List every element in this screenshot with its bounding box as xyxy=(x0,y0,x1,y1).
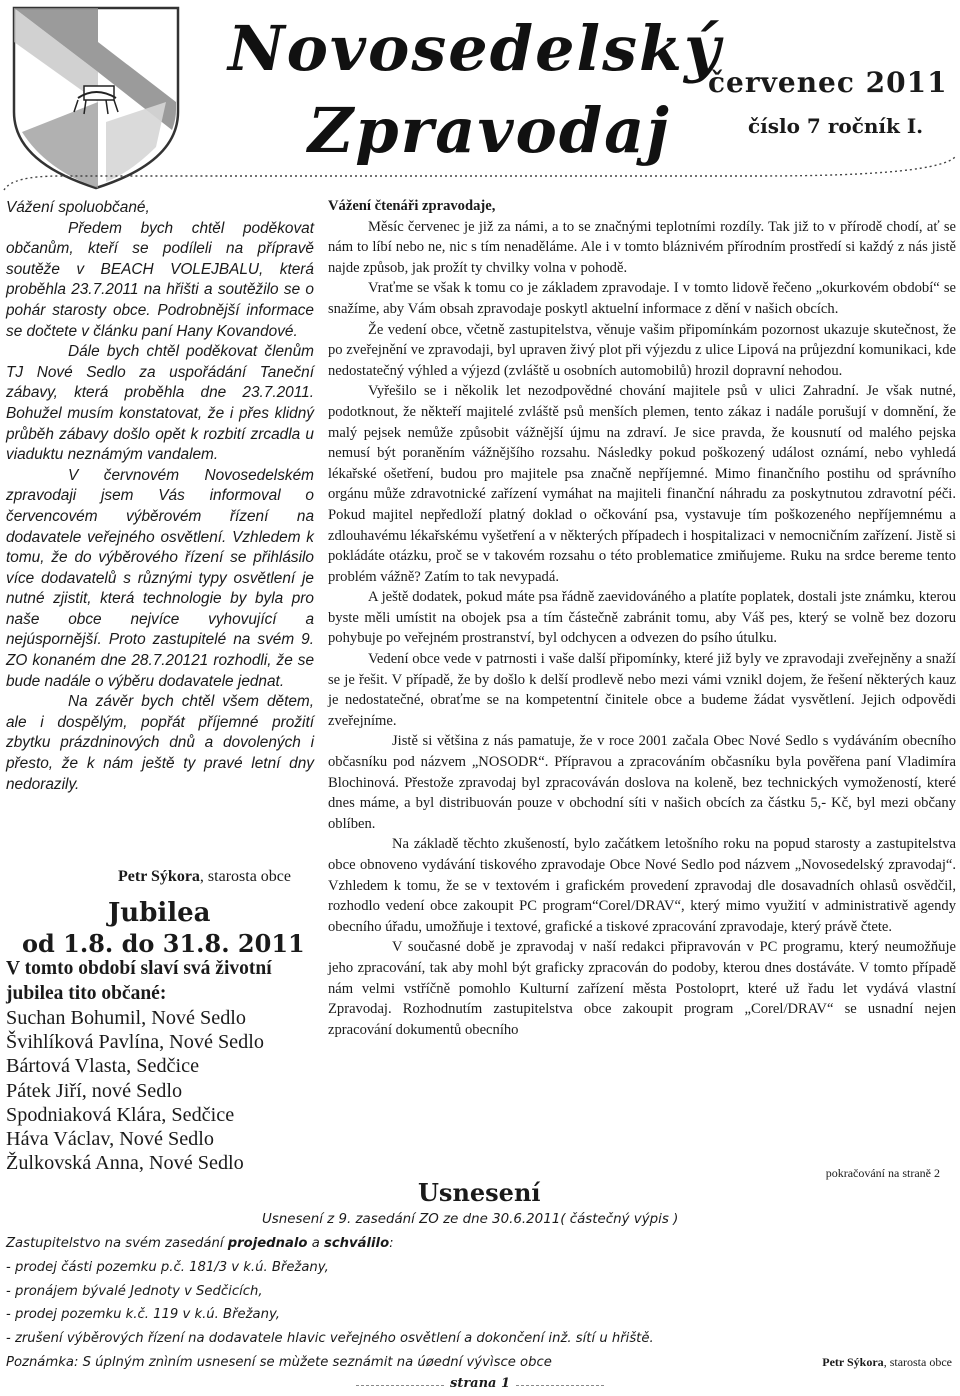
editorial-paragraph: Měsíc červenec je již za námi, a to se značnými teplotními rozdíly. Tak již to v přírodě chodí, ať se nám to líbí nebo ne, nic s tím nenaděláme. Ale i v tomto bláznivém přírodním prostředí si každý z nás jistě najde způsob, jak prožít ty chvilky volna v pohodě. xyxy=(328,218,956,276)
signature-role: , starosta obce xyxy=(199,868,291,885)
mayor-greeting: Vážení spoluobčané, xyxy=(6,199,150,216)
continued-note: pokračování na straně 2 xyxy=(825,1166,940,1180)
editorial-paragraph: Vraťme se však k tomu co je základem zpravodaje. I v tomto lidově řečeno „okurkovém období“ se snažíme, aby Vám obsah zpravodaje poskytl aktuelní informace z dění v našich obcích. xyxy=(328,280,956,317)
editorial-paragraph: V současné době je zpravodaj v naší redakci připravován v PC programu, který neumožňuje jeho zpracování, tak aby mohl být graficky zpracován do podoby, kterou dnes dostáváte. V tomto případě nám velmi vstříčně pomohlo Kulturní zařízení města Postoloprt, které už řadu let vydává vlastní Zpravodaj. Rozhodnutím zastupitelstva obce zakoupit program „Corel/DRAV“ se usnadní nejen zpracování dokumentů obecního xyxy=(328,939,956,1038)
mayor-signature xyxy=(118,868,291,886)
list-item: Bártová Vlasta, Sedčice xyxy=(6,1055,200,1078)
masthead-title-line1: Novosedelský xyxy=(228,12,722,85)
mayor-letter xyxy=(6,198,314,795)
signature-name: Petr Sýkora xyxy=(822,1355,884,1369)
intro-emphasis: projednalo xyxy=(227,1236,308,1251)
mayor-paragraph: V červnovém Novosedelském zpravodaji jsem Vás informoval o červencovém výběrovém řízení na dodavatele veřejného osvětlení. Vzhledem k tomu, že do výběrového řízení se přihlásilo více dodavatelů s různými typy osvětlení je nutné zjistit, která technologie by byla pro naše obce nejvíce vyhovující a nejúspornější. Proto zastupitelé na svém 9. ZO konaném dne 28.7.20121 rozhodli, že se bude nadále o výběru dodavatele jednat. xyxy=(6,466,314,690)
mayor-paragraph: Předem bych chtěl poděkovat občanům, kteří se podíleli na přípravě soutěže v BEACH VOLEJBALU, která proběhla 23.7.2011 na hřišti a soutěžilo se o pohár starosty obce. Podrobnější informace se dočtete v článku paní Hany Kovandové. xyxy=(6,219,314,340)
issue-month: červenec 2011 xyxy=(708,66,948,99)
list-item: Suchan Bohumil, Nové Sedlo xyxy=(6,1007,246,1029)
intro-text: a xyxy=(307,1236,324,1251)
usneseni-signature xyxy=(822,1355,952,1370)
usneseni-body xyxy=(6,1232,886,1375)
editorial-paragraph: Na základě těchto zkušeností, bylo začátkem letošního roku na popud starosty a zastupitelstva obce obnoveno vydávání tiskového zpravodaje Obce Nové Sedlo pod názvem „Novosedelský zpravodaj“. Vzhledem k tomu, že se v textovém i grafickém provedení zpravodaj dle dosavadních ohlasů osvědčil, rozhodlo vedení obce zakoupit PC program“Corel/DRAV“, který mimo využití v administrativě agendy obecního úřadu, umožňuje i textové, grafické a tiskové zpracování zpravodaje, který právě čtete. xyxy=(328,836,956,935)
mayor-paragraph: Na závěr bych chtěl všem dětem, ale i dospělým, popřát příjemné prožití zbytku prázdninových dnů a dovolených i přesto, že k nám ještě ty pravé letní dny nedorazily. xyxy=(6,693,314,793)
list-item: Spodniaková Klára, Sedčice xyxy=(6,1103,235,1126)
mayor-paragraph: Dále bych chtěl poděkovat členům TJ Nové Sedlo za uspořádání Taneční zábavy, která proběhla dne 23.7.2011. Bohužel musím konstatovat, že i přes klidný průběh zábavy došlo opět k rozbití zrcadla u viaduktu neznámým vandalem. xyxy=(6,343,314,464)
signature-role: , starosta obce xyxy=(883,1355,952,1369)
list-item: Švihlíková Pavlína, Nové Sedlo xyxy=(6,1031,264,1054)
page-number: strana 1 xyxy=(446,1376,514,1391)
usneseni-intro xyxy=(6,1232,886,1256)
editorial-paragraph: Že vedení obce, včetně zastupitelstva, věnuje vašim připomínkám pozornost ukazuje skutečnost, že po zveřejnění ve zpravodaji, byl upraven živý plot při výjezdu z ulice Lipová na průjezdní komunikaci, kde nedostatečný výhled a výjezd (zvláště u osobních automobilů) hrozil dopravní nehodou. xyxy=(328,321,956,379)
editorial-greeting: Vážení čtenáři zpravodaje, xyxy=(328,198,496,214)
list-item: - zrušení výběrových řízení na dodavatele hlavic veřejného osvětlení a dokončení inž. sítí u hřiště. xyxy=(6,1331,654,1347)
signature-name: Petr Sýkora xyxy=(118,868,200,885)
editorial-paragraph: Vyřešilo se i několik let nezodpovědné chování majitele psů v ulici Zahradní. Je však nutné, podotknout, že někteří majitelé zvláště psů menších plemen, tento zákaz i nadále porušují v domnění, že malý pejsek nemůže způsobit vážnější újmu na zdraví. Je sice pravda, že kousnutí od malého pejska nemusí být poraněním vážnějšího rozsahu. Následky pokud poškozený událost oznámí, nebo vyhledá lékařské ošetření, budou pro majitele psa značně nepříjemné. Mimo finančního postihu od správního orgánu může zdravotnické zařízení vymáhat na majiteli finanční náhradu za poskytnutou zdravotní péči. Pokud majitel nepředloží platný doklad o očkování psa, vystavuje tím poškozeného nepříjemnému a zdlouhavému lékařskému vyšetření a v některých případech i hospitalizaci v nemocničním zařízení. Jistě si pokládáte otázku, proč se v takovém rozsahu o této problematice zmiňujeme. Ruku na srdce bereme tento problém vážně? Zatím to tak nevypadá. xyxy=(328,383,956,585)
editorial-article xyxy=(328,196,956,1040)
jubilea-heading: Jubilea xyxy=(108,898,211,928)
editorial-paragraph: A ještě dodatek, pokud máte psa řádně zaevidováného a platíte poplatek, dostali jste známku, kterou byste měli umístit na obojek psa a tím částečně zabránit tomu, aby Váš pes, který se volně bez dozoru pohybuje po veřejném prostranství, byl odchycen a odvezen do psího útulku. xyxy=(328,589,956,647)
list-item: Háva Václav, Nové Sedlo xyxy=(6,1128,214,1151)
intro-text: : xyxy=(389,1236,394,1251)
header-divider xyxy=(0,150,960,200)
usneseni-heading: Usnesení xyxy=(418,1178,541,1207)
issue-number: číslo 7 ročník I. xyxy=(748,114,924,138)
usneseni-subtitle: Usnesení z 9. zasedání ZO ze dne 30.6.2011( částečný výpis ) xyxy=(262,1212,679,1227)
jubilea-intro: V tomto období slaví svá životní jubilea tito občané: xyxy=(6,958,272,1004)
list-item: Pátek Jiří, nové Sedlo xyxy=(6,1079,183,1102)
list-item: - prodej části pozemku p.č. 181/3 v k.ú. Břežany, xyxy=(6,1259,329,1275)
editorial-paragraph: Jistě si většina z nás pamatuje, že v roce 2001 začala Obec Nové Sedlo s vydáváním obecního občasníku pod názvem „NOSODR“. Přípravou a zpracováním občasníku byla pověřena paní Vladimíra Blochinová. Přestože zpravodaj byl zpracováván doslova na koleně, bez technických vymožeností, které dnes máme, a byl distribuován pouze v obchodní síti v našich obcích za částku 5,- Kč, byl mezi občany oblíben. xyxy=(328,733,956,832)
jubilea-list xyxy=(6,1006,264,1175)
intro-emphasis: schválilo xyxy=(323,1236,390,1251)
list-item: - pronájem bývalé Jednoty v Sedčicích, xyxy=(6,1283,263,1299)
masthead-title-line2: Zpravodaj xyxy=(308,94,671,167)
intro-text: Zastupitelstvo na svém zasedání xyxy=(6,1236,228,1251)
list-item: Žulkovská Anna, Nové Sedlo xyxy=(6,1152,244,1175)
usneseni-note: Poznámka: S úplným znìním usnesení se mùžete seznámit na úøední vývìsce obce xyxy=(6,1354,552,1370)
list-item: - prodej pozemku k.č. 119 v k.ú. Břežany, xyxy=(6,1307,280,1323)
jubilea-date-range: od 1.8. do 31.8. 2011 xyxy=(22,929,305,958)
editorial-paragraph: Vedení obce vede v patrnosti i vaše další připomínky, které již byly ve zpravodaji zveřejněny a snaží se je řešit. V případě, že by došlo k delší prodlevě nebo mezi vámi vznikl dojem, že řešení některých kauz je nedostatečné, obraťme se na kompetentní činitele obce a budeme žádat vysvětlení. Jejich odpovědi zveřejníme. xyxy=(328,651,956,729)
